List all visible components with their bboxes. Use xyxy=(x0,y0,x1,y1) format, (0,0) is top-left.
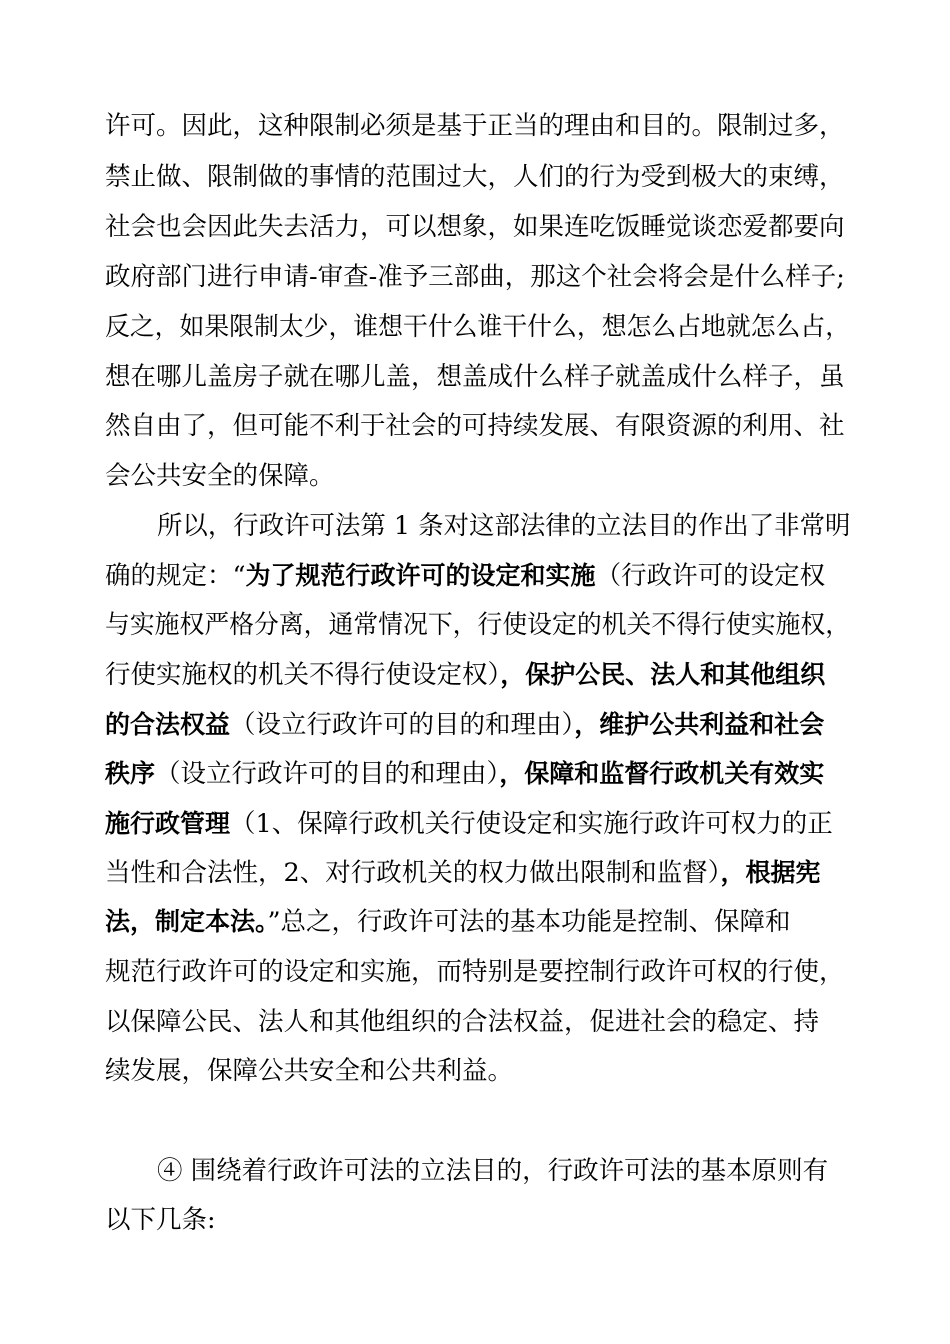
paragraph-1-line-5: 反之，如果限制太少，谁想干什么谁干什么，想怎么占地就怎么占， xyxy=(105,312,851,342)
emphasis-text: 施行政管理 xyxy=(105,809,231,838)
emphasis-text: ，保障和监督行政机关有效实 xyxy=(499,759,825,788)
paragraph-1-line-1: 许可。因此，这种限制必须是基于正当的理由和目的。限制过多， xyxy=(105,111,845,141)
emphasis-text: 的合法权益 xyxy=(105,710,231,739)
emphasis-text: ，维护公共利益和社会 xyxy=(574,710,825,739)
paragraph-1-line-7: 然自由了，但可能不利于社会的可持续发展、有限资源的利用、社 xyxy=(105,411,845,441)
paragraph-2-line-8 xyxy=(105,853,821,893)
annotation-text: 当性和合法性，2、对行政机关的权力做出限制和监督） xyxy=(105,858,721,888)
paragraph-2-line-12: 续发展，保障公共安全和公共利益。 xyxy=(105,1056,514,1086)
paragraph-1-line-4: 政府部门进行申请-审查-准予三部曲，那这个社会将会是什么样子; xyxy=(105,262,845,292)
emphasis-text: ，保护公民、法人和其他组织 xyxy=(500,660,826,689)
paragraph-2-line-1: 所以，行政许可法第 1 条对这部法律的立法目的作出了非常明 xyxy=(157,511,851,541)
emphasis-text: 为了规范行政许可的设定和实施 xyxy=(245,561,596,590)
annotation-text: （1、保障行政机关行使设定和实施行政许可权力的正 xyxy=(230,809,833,839)
paragraph-1-line-2: 禁止做、限制做的事情的范围过大，人们的行为受到极大的束缚， xyxy=(105,162,845,192)
paragraph-1-line-3: 社会也会因此失去活力，可以想象，如果连吃饭睡觉谈恋爱都要向 xyxy=(105,212,845,242)
paragraph-2-line-11: 以保障公民、法人和其他组织的合法权益，促进社会的稳定、持 xyxy=(105,1007,820,1037)
quote-intro: 确的规定：“ xyxy=(105,561,246,591)
annotation-text: （行政许可的设定权 xyxy=(595,561,826,591)
paragraph-2-line-3: 与实施权严格分离，通常情况下，行使设定的机关不得行使实施权， xyxy=(105,610,851,640)
paragraph-2-line-9 xyxy=(105,902,791,942)
body-text: ”总之，行政许可法的基本功能是控制、保障和 xyxy=(267,907,791,937)
emphasis-text: 法，制定本法。 xyxy=(105,907,268,936)
annotation-text: 行使实施权的机关不得行使设定权） xyxy=(105,660,501,690)
paragraph-1-line-8: 会公共安全的保障。 xyxy=(105,461,335,491)
annotation-text: （设立行政许可的目的和理由） xyxy=(230,710,575,740)
emphasis-text: ，根据宪 xyxy=(720,858,821,887)
paragraph-3-line-2: 以下几条: xyxy=(105,1205,216,1235)
paragraph-2-line-10: 规范行政许可的设定和实施，而特别是要控制行政许可权的行使， xyxy=(105,957,845,987)
paragraph-1-line-6: 想在哪儿盖房子就在哪儿盖，想盖成什么样子就盖成什么样子，虽 xyxy=(105,362,845,392)
paragraph-2-line-4 xyxy=(105,655,825,695)
emphasis-text: 秩序 xyxy=(105,759,156,788)
annotation-text: （设立行政许可的目的和理由） xyxy=(155,759,500,789)
paragraph-2-line-6 xyxy=(105,754,824,794)
paragraph-2-line-2 xyxy=(105,556,825,596)
paragraph-3-line-1: ④ 围绕着行政许可法的立法目的，行政许可法的基本原则有 xyxy=(157,1156,829,1186)
paragraph-2-line-5 xyxy=(105,705,824,745)
paragraph-2-line-7 xyxy=(105,804,833,844)
